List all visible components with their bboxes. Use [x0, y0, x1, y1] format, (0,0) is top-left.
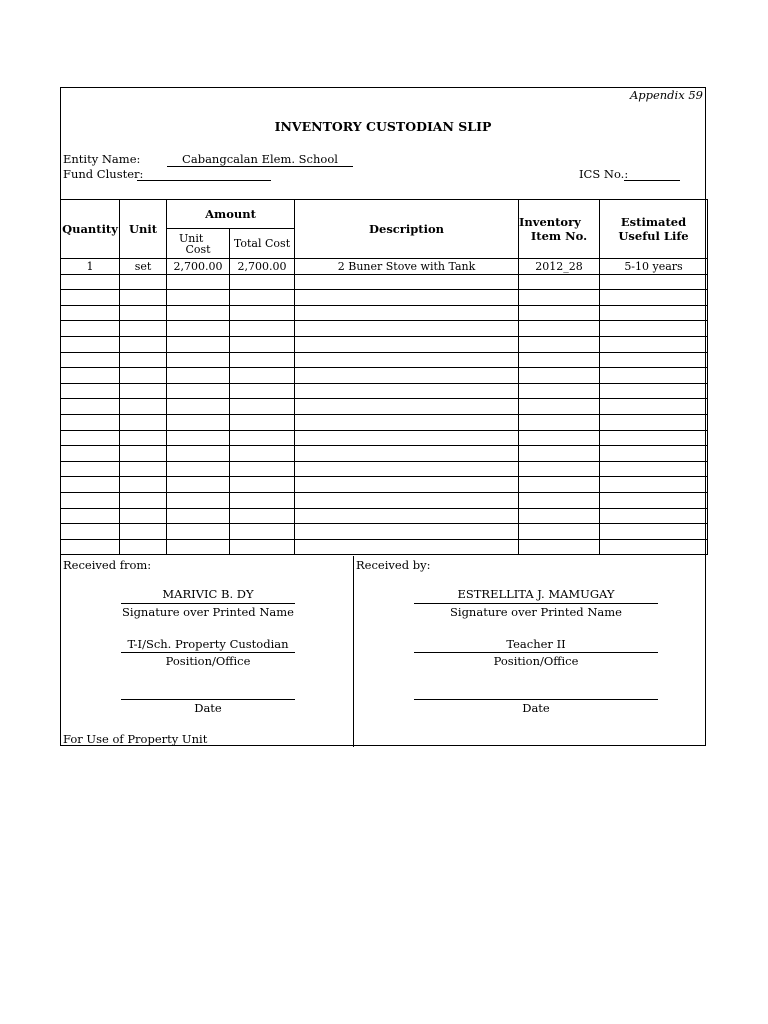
received-by-label: Received by:: [356, 558, 431, 572]
table-row: [61, 446, 708, 462]
total-cost-cell: [230, 336, 295, 352]
description-cell: [295, 336, 519, 352]
entity-name-value: Cabangcalan Elem. School: [167, 152, 353, 167]
inventory-item-no-cell: [519, 368, 600, 384]
unit-cost-cell: [167, 321, 230, 337]
inventory-item-no-cell: [519, 383, 600, 399]
description-cell: [295, 539, 519, 555]
useful-life-cell: [600, 477, 708, 493]
table-row: [61, 461, 708, 477]
inventory-item-no-cell: [519, 305, 600, 321]
appendix-label: Appendix 59: [629, 88, 703, 102]
description-cell: [295, 305, 519, 321]
unit-cost-header-line2: Cost: [185, 242, 211, 256]
unit-cost-cell: [167, 399, 230, 415]
unit-cell: [120, 274, 167, 290]
unit-cost-cell: [167, 290, 230, 306]
fund-cluster-field: [137, 167, 271, 181]
useful-life-header-line2: Useful Life: [618, 229, 689, 243]
description-cell: [295, 508, 519, 524]
unit-cell: [120, 508, 167, 524]
unit-cost-cell: [167, 539, 230, 555]
useful-life-cell: [600, 352, 708, 368]
description-cell: [295, 524, 519, 540]
unit-cost-cell: [167, 461, 230, 477]
total-cost-cell: [230, 383, 295, 399]
quantity-cell: [61, 414, 120, 430]
description-cell: [295, 399, 519, 415]
inventory-header-line2: Item No.: [530, 229, 588, 243]
received-by-date-line: [414, 699, 658, 700]
unit-cell: [120, 352, 167, 368]
unit-cost-cell: [167, 492, 230, 508]
received-from-section: [61, 556, 354, 747]
useful-life-cell: [600, 492, 708, 508]
useful-life-cell: [600, 290, 708, 306]
useful-life-header: [600, 200, 708, 259]
description-cell: [295, 368, 519, 384]
unit-cost-cell: [167, 508, 230, 524]
property-unit-footer: For Use of Property Unit: [63, 732, 208, 746]
table-row: [61, 290, 708, 306]
total-cost-cell: [230, 352, 295, 368]
useful-life-header-line1: Estimated: [620, 215, 687, 229]
unit-cell: [120, 414, 167, 430]
inventory-item-no-cell: [519, 290, 600, 306]
inventory-item-no-cell: [519, 352, 600, 368]
unit-cost-header-line1: Unit: [179, 231, 204, 245]
unit-cell: [120, 446, 167, 462]
quantity-cell: [61, 290, 120, 306]
amount-header: Amount: [167, 200, 295, 229]
useful-life-cell: [600, 368, 708, 384]
received-by-section: [354, 556, 707, 747]
useful-life-cell: [600, 461, 708, 477]
unit-cost-cell: [167, 368, 230, 384]
table-row: [61, 524, 708, 540]
received-by-position: Teacher II: [506, 637, 566, 651]
description-cell: [295, 446, 519, 462]
inventory-item-no-header: [519, 200, 600, 259]
received-by-signature-line: [414, 603, 658, 604]
useful-life-cell: [600, 539, 708, 555]
useful-life-cell: [600, 321, 708, 337]
quantity-cell: [61, 539, 120, 555]
entity-name-label: Entity Name:: [63, 152, 141, 166]
table-row: [61, 305, 708, 321]
description-cell: [295, 492, 519, 508]
received-by-date-caption: Date: [522, 701, 550, 715]
unit-cost-cell: [167, 446, 230, 462]
unit-cost-cell: [167, 414, 230, 430]
quantity-cell: [61, 508, 120, 524]
useful-life-cell: [600, 399, 708, 415]
total-cost-cell: [230, 274, 295, 290]
inventory-item-no-cell: 2012_28: [519, 259, 600, 275]
inventory-item-no-cell: [519, 446, 600, 462]
description-cell: [295, 461, 519, 477]
unit-cost-cell: [167, 305, 230, 321]
received-from-position-line: [121, 652, 295, 653]
items-table: [60, 199, 708, 555]
total-cost-cell: [230, 492, 295, 508]
description-cell: [295, 321, 519, 337]
received-from-label: Received from:: [63, 558, 152, 572]
unit-cost-cell: [167, 477, 230, 493]
unit-cost-cell: [167, 524, 230, 540]
unit-cell: [120, 290, 167, 306]
unit-cost-cell: [167, 383, 230, 399]
unit-cell: [120, 368, 167, 384]
total-cost-header: Total Cost: [230, 229, 295, 259]
received-from-name: MARIVIC B. DY: [162, 587, 254, 601]
fund-cluster-label: Fund Cluster:: [63, 167, 144, 181]
received-by-position-caption: Position/Office: [493, 654, 579, 668]
unit-cell: [120, 492, 167, 508]
total-cost-cell: [230, 477, 295, 493]
description-cell: [295, 274, 519, 290]
table-row: [61, 336, 708, 352]
items-table-body: [61, 259, 708, 555]
quantity-cell: [61, 399, 120, 415]
unit-cost-cell: [167, 352, 230, 368]
quantity-cell: [61, 336, 120, 352]
inventory-item-no-cell: [519, 477, 600, 493]
inventory-item-no-cell: [519, 336, 600, 352]
unit-cell: [120, 305, 167, 321]
table-row: [61, 321, 708, 337]
ics-no-field: [624, 167, 680, 181]
inventory-item-no-cell: [519, 524, 600, 540]
total-cost-cell: [230, 524, 295, 540]
inventory-custodian-slip-form: [60, 87, 706, 746]
table-row: [61, 352, 708, 368]
table-row: [61, 414, 708, 430]
quantity-cell: [61, 352, 120, 368]
unit-cost-cell: [167, 336, 230, 352]
quantity-cell: [61, 477, 120, 493]
total-cost-cell: 2,700.00: [230, 259, 295, 275]
inventory-item-no-cell: [519, 321, 600, 337]
table-row: [61, 430, 708, 446]
inventory-item-no-cell: [519, 539, 600, 555]
table-row: [61, 399, 708, 415]
useful-life-cell: [600, 305, 708, 321]
ics-no-label: ICS No.:: [579, 167, 629, 181]
total-cost-cell: [230, 414, 295, 430]
unit-cell: [120, 539, 167, 555]
unit-cell: set: [120, 259, 167, 275]
total-cost-cell: [230, 430, 295, 446]
inventory-item-no-cell: [519, 414, 600, 430]
table-row: [61, 274, 708, 290]
table-row: [61, 539, 708, 555]
useful-life-cell: [600, 414, 708, 430]
unit-cell: [120, 524, 167, 540]
total-cost-cell: [230, 399, 295, 415]
table-row: [61, 383, 708, 399]
received-from-date-line: [121, 699, 295, 700]
total-cost-cell: [230, 305, 295, 321]
description-cell: [295, 290, 519, 306]
useful-life-cell: [600, 336, 708, 352]
received-by-position-line: [414, 652, 658, 653]
total-cost-cell: [230, 508, 295, 524]
table-row: [61, 492, 708, 508]
received-from-position: T-I/Sch. Property Custodian: [127, 637, 289, 651]
received-by-name: ESTRELLITA J. MAMUGAY: [457, 587, 615, 601]
inventory-item-no-cell: [519, 492, 600, 508]
received-from-signature-line: [121, 603, 295, 604]
description-header: Description: [295, 200, 519, 259]
table-row: [61, 508, 708, 524]
description-cell: [295, 414, 519, 430]
unit-cell: [120, 399, 167, 415]
unit-cell: [120, 321, 167, 337]
quantity-cell: [61, 461, 120, 477]
useful-life-cell: [600, 524, 708, 540]
quantity-cell: [61, 368, 120, 384]
useful-life-cell: 5-10 years: [600, 259, 708, 275]
unit-cell: [120, 430, 167, 446]
description-cell: [295, 352, 519, 368]
quantity-cell: [61, 524, 120, 540]
description-cell: 2 Buner Stove with Tank: [295, 259, 519, 275]
quantity-cell: [61, 321, 120, 337]
total-cost-cell: [230, 461, 295, 477]
quantity-cell: [61, 274, 120, 290]
inventory-item-no-cell: [519, 430, 600, 446]
unit-cost-cell: [167, 430, 230, 446]
description-cell: [295, 477, 519, 493]
quantity-header: Quantity: [61, 200, 120, 259]
inventory-item-no-cell: [519, 399, 600, 415]
table-row: [61, 477, 708, 493]
quantity-cell: [61, 446, 120, 462]
unit-cost-header: [167, 229, 230, 259]
table-row: [61, 259, 708, 275]
unit-cost-cell: 2,700.00: [167, 259, 230, 275]
unit-cell: [120, 383, 167, 399]
received-from-signature-caption: Signature over Printed Name: [122, 605, 294, 619]
quantity-cell: [61, 430, 120, 446]
description-cell: [295, 383, 519, 399]
description-cell: [295, 430, 519, 446]
useful-life-cell: [600, 430, 708, 446]
useful-life-cell: [600, 274, 708, 290]
unit-cell: [120, 336, 167, 352]
table-row: [61, 368, 708, 384]
quantity-cell: [61, 305, 120, 321]
total-cost-cell: [230, 368, 295, 384]
inventory-item-no-cell: [519, 508, 600, 524]
total-cost-cell: [230, 321, 295, 337]
total-cost-cell: [230, 539, 295, 555]
received-from-date-caption: Date: [194, 701, 222, 715]
form-title: INVENTORY CUSTODIAN SLIP: [274, 119, 492, 134]
received-from-position-caption: Position/Office: [165, 654, 251, 668]
useful-life-cell: [600, 383, 708, 399]
inventory-header-line1: Inventory: [519, 215, 581, 229]
unit-header: Unit: [120, 200, 167, 259]
quantity-cell: [61, 383, 120, 399]
inventory-item-no-cell: [519, 274, 600, 290]
received-by-signature-caption: Signature over Printed Name: [450, 605, 622, 619]
unit-cell: [120, 461, 167, 477]
quantity-cell: 1: [61, 259, 120, 275]
total-cost-cell: [230, 290, 295, 306]
useful-life-cell: [600, 508, 708, 524]
unit-cell: [120, 477, 167, 493]
unit-cost-cell: [167, 274, 230, 290]
total-cost-cell: [230, 446, 295, 462]
inventory-item-no-cell: [519, 461, 600, 477]
useful-life-cell: [600, 446, 708, 462]
quantity-cell: [61, 492, 120, 508]
